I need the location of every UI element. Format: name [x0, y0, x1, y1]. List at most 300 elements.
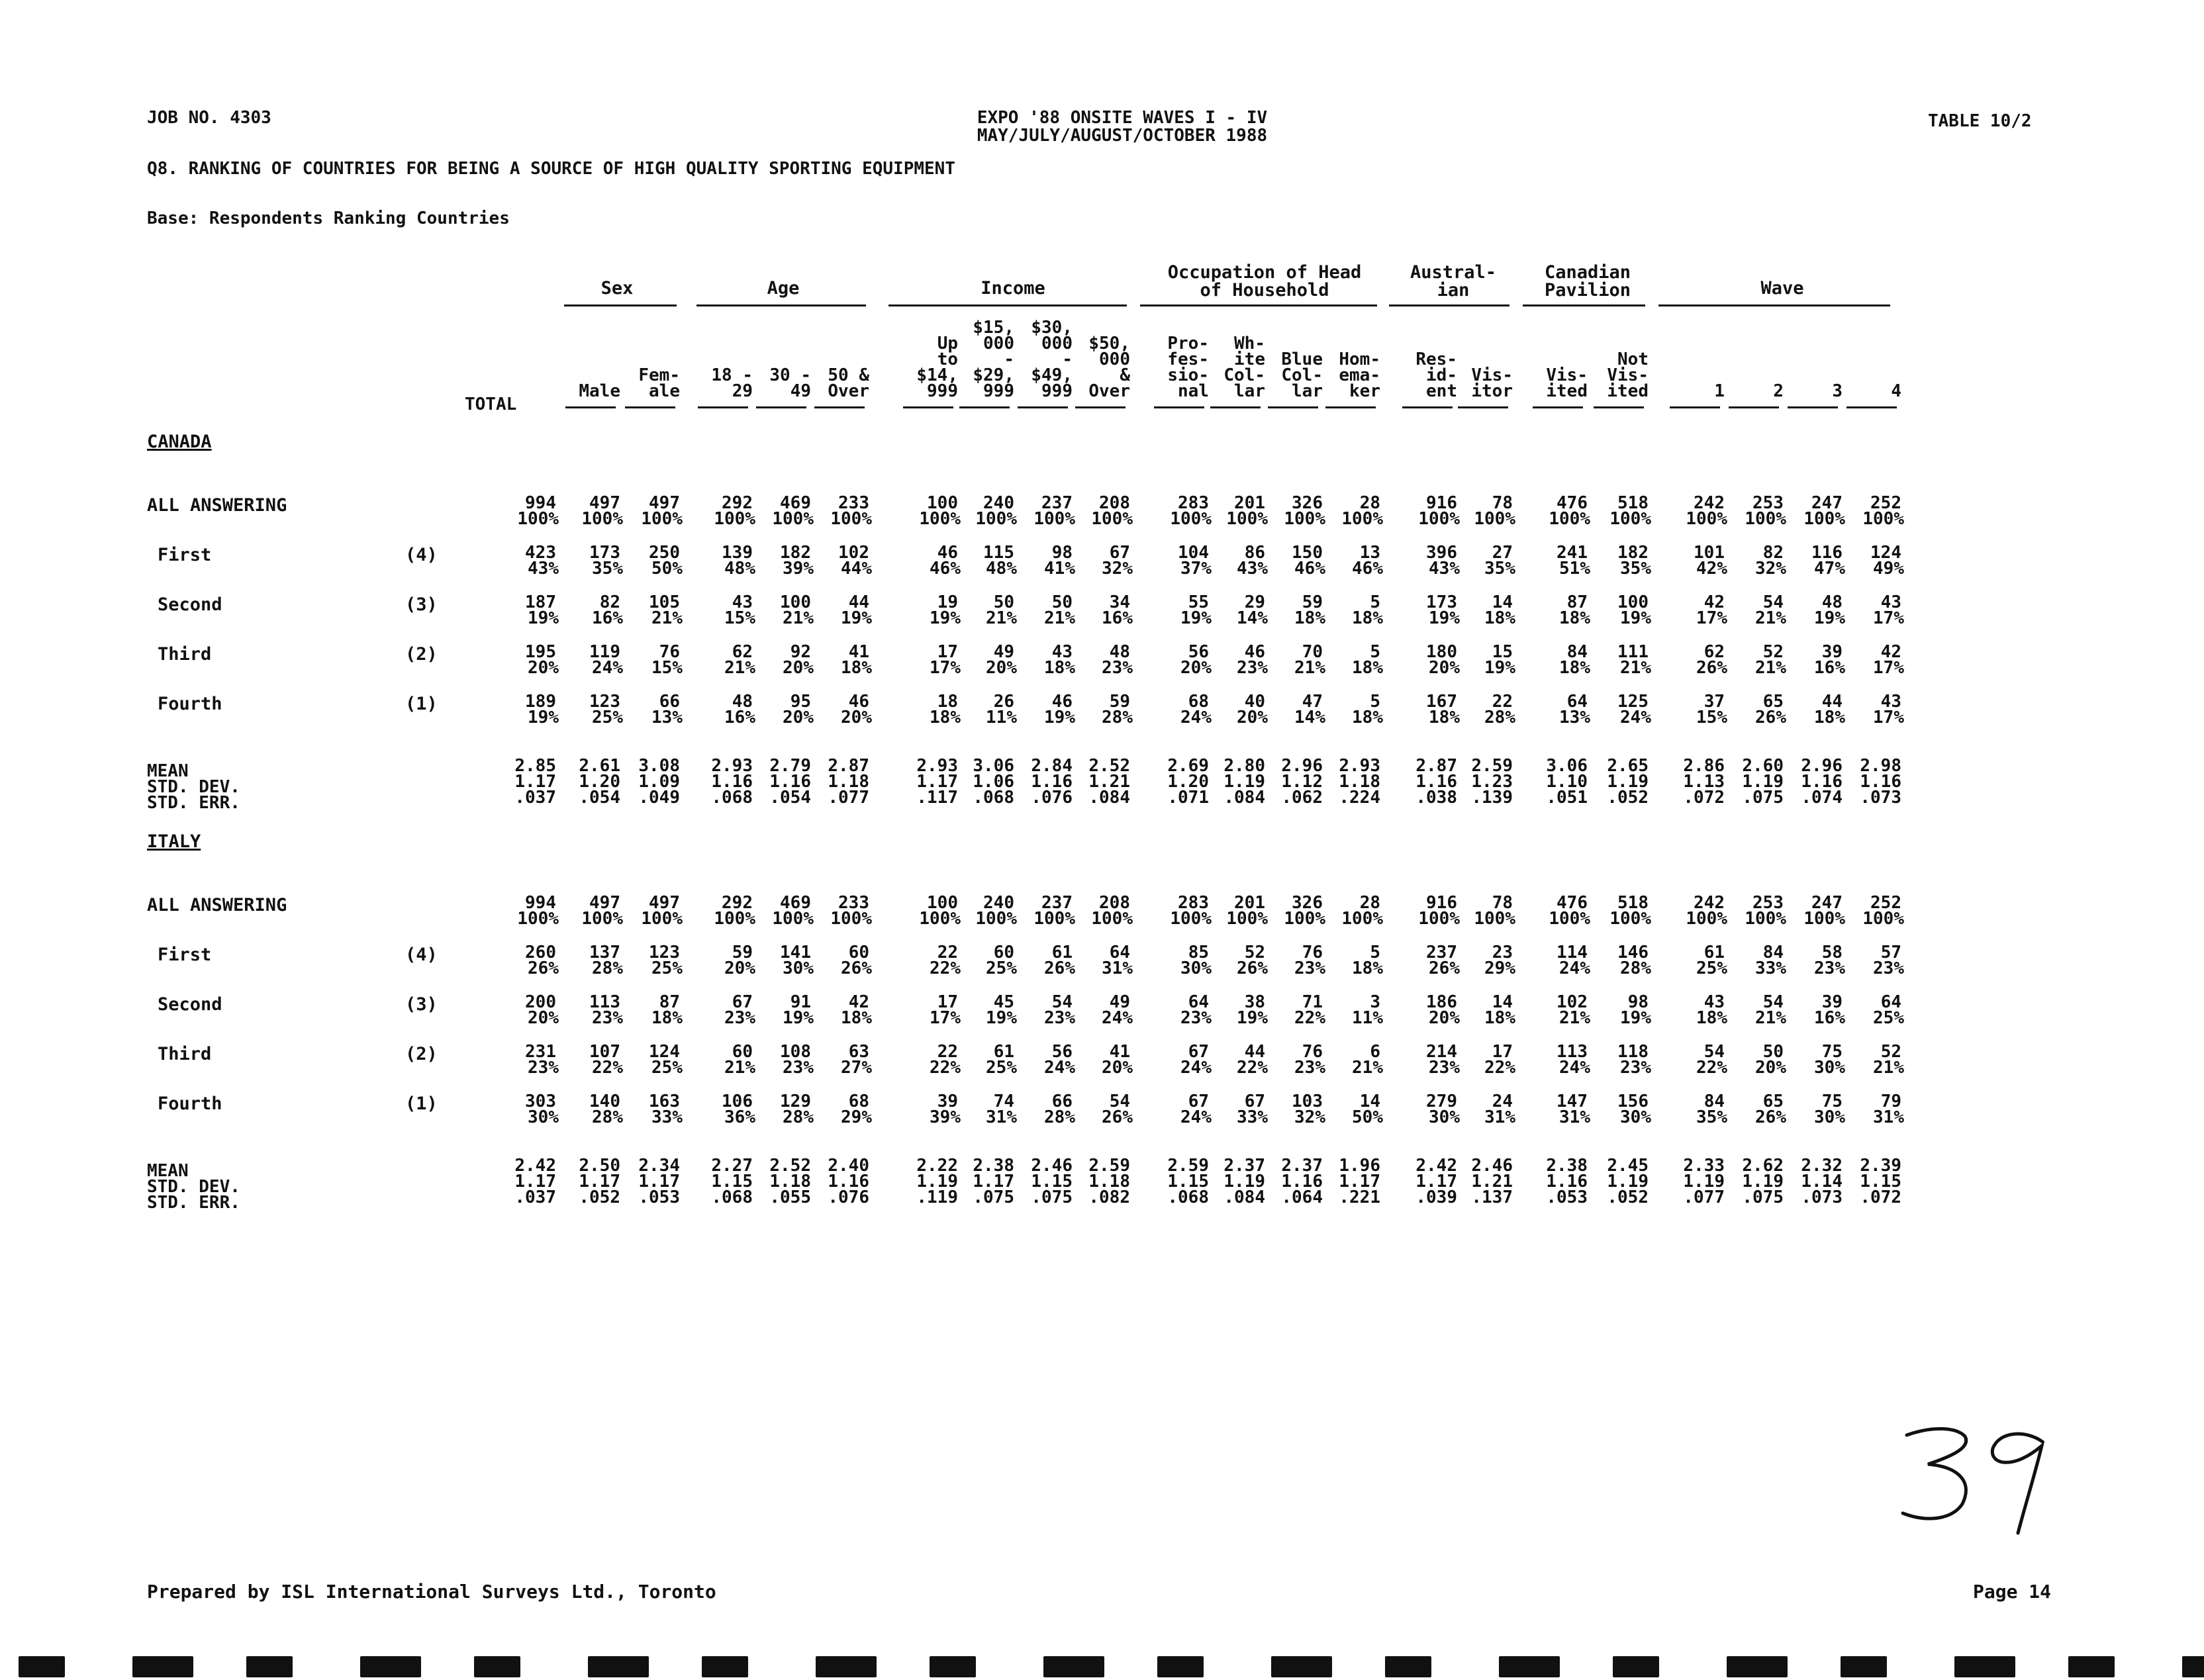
row-code: (4) [405, 545, 438, 565]
std-err-cell: .071 [1167, 788, 1209, 808]
std-err-cell: .064 [1281, 1188, 1323, 1207]
std-dev-cell: 1.17 [916, 772, 958, 792]
count-cell: 129 [780, 1092, 811, 1111]
count-cell: 43 [732, 592, 753, 612]
percent-cell: 20% [1429, 658, 1460, 678]
mean-cell: 2.96 [1281, 756, 1323, 776]
percent-cell: 26% [841, 958, 872, 978]
column-header: Not Vis- ited [1607, 350, 1649, 401]
percent-cell: 100% [1170, 909, 1212, 929]
percent-cell: 100% [1418, 509, 1460, 529]
percent-cell: 18% [1559, 658, 1590, 678]
std-err-cell: .068 [711, 788, 753, 808]
count-cell: 167 [1426, 692, 1457, 712]
std-dev-cell: 1.12 [1281, 772, 1323, 792]
count-cell: 13 [1359, 543, 1380, 563]
std-dev-cell: 1.10 [1546, 772, 1588, 792]
std-err-cell: .082 [1088, 1188, 1130, 1207]
count-cell: 100 [1617, 592, 1649, 612]
row-label: First [158, 545, 212, 565]
std-dev-cell: 1.16 [828, 1172, 869, 1191]
percent-cell: 23% [592, 1008, 623, 1028]
percent-cell: 48% [724, 559, 755, 579]
mean-cell: 2.87 [1415, 756, 1457, 776]
std-dev-cell: 1.19 [1607, 772, 1649, 792]
std-dev-cell: 1.18 [1088, 1172, 1130, 1191]
percent-cell: 100% [1474, 509, 1515, 529]
count-cell: 22 [937, 943, 958, 962]
percent-cell: 39% [783, 559, 814, 579]
percent-cell: 30% [528, 1107, 559, 1127]
column-header: 3 [1832, 381, 1843, 401]
std-err-cell: .119 [916, 1188, 958, 1207]
percent-cell: 18% [1559, 608, 1590, 628]
mean-cell: 2.59 [1088, 1156, 1130, 1176]
count-cell: 156 [1617, 1092, 1649, 1111]
count-cell: 37 [1703, 692, 1725, 712]
percent-cell: 22% [930, 958, 961, 978]
percent-cell: 17% [1696, 608, 1727, 628]
count-cell: 59 [732, 943, 753, 962]
count-cell: 68 [848, 1092, 869, 1111]
percent-cell: 16% [592, 608, 623, 628]
count-cell: 260 [525, 943, 556, 962]
count-cell: 137 [589, 943, 620, 962]
scan-strip-block [702, 1656, 748, 1677]
std-dev-cell: 1.17 [1339, 1172, 1380, 1191]
count-cell: 52 [1762, 642, 1784, 662]
std-dev-cell: 1.16 [1031, 772, 1073, 792]
percent-cell: 43% [1237, 559, 1268, 579]
count-cell: 103 [1292, 1092, 1323, 1111]
count-cell: 49 [993, 642, 1014, 662]
percent-cell: 18% [1044, 658, 1075, 678]
count-cell: 54 [1703, 1042, 1725, 1062]
count-cell: 63 [848, 1042, 869, 1062]
count-cell: 102 [838, 543, 869, 563]
std-err-cell: .053 [638, 1188, 680, 1207]
percent-cell: 21% [783, 608, 814, 628]
column-group-label: Wave [1760, 278, 1804, 299]
percent-cell: 25% [592, 708, 623, 727]
column-header: 1 [1714, 381, 1725, 401]
percent-cell: 100% [975, 509, 1017, 529]
std-dev-cell: 1.06 [973, 772, 1014, 792]
count-cell: 247 [1811, 493, 1843, 513]
percent-cell: 50% [1352, 1107, 1383, 1127]
percent-cell: 13% [1559, 708, 1590, 727]
count-cell: 67 [1244, 1092, 1265, 1111]
count-cell: 252 [1870, 493, 1901, 513]
percent-cell: 43% [1429, 559, 1460, 579]
column-header-rule [1729, 406, 1779, 408]
count-cell: 60 [732, 1042, 753, 1062]
column-header-rule [1846, 406, 1897, 408]
count-cell: 82 [1762, 543, 1784, 563]
column-header: Male [579, 381, 620, 401]
count-cell: 100 [927, 893, 958, 913]
percent-cell: 19% [1044, 708, 1075, 727]
percent-cell: 20% [1755, 1058, 1786, 1078]
count-cell: 242 [1694, 493, 1725, 513]
count-cell: 102 [1557, 992, 1588, 1012]
count-cell: 279 [1426, 1092, 1457, 1111]
count-cell: 41 [848, 642, 869, 662]
count-cell: 27 [1492, 543, 1513, 563]
percent-cell: 30% [1180, 958, 1212, 978]
count-cell: 64 [1880, 992, 1901, 1012]
percent-cell: 23% [528, 1058, 559, 1078]
question-text: Q8. RANKING OF COUNTRIES FOR BEING A SOURCE OF HIGH QUALITY SPORTING EQUIPMENT [147, 159, 955, 179]
percent-cell: 17% [1873, 658, 1904, 678]
count-cell: 518 [1617, 493, 1649, 513]
count-cell: 71 [1302, 992, 1323, 1012]
percent-cell: 30% [1429, 1107, 1460, 1127]
percent-cell: 100% [1862, 909, 1904, 929]
count-cell: 22 [937, 1042, 958, 1062]
count-cell: 17 [1492, 1042, 1513, 1062]
scan-border-strip [0, 1652, 2204, 1680]
percent-cell: 39% [930, 1107, 961, 1127]
percent-cell: 48% [986, 559, 1017, 579]
count-cell: 116 [1811, 543, 1843, 563]
column-header-rule [1670, 406, 1720, 408]
count-cell: 231 [525, 1042, 556, 1062]
percent-cell: 100% [1862, 509, 1904, 529]
mean-cell: 3.08 [638, 756, 680, 776]
count-cell: 86 [1244, 543, 1265, 563]
count-cell: 46 [1244, 642, 1265, 662]
mean-cell: 2.85 [514, 756, 556, 776]
percent-cell: 46% [1352, 559, 1383, 579]
scan-strip-block [930, 1656, 976, 1677]
count-cell: 247 [1811, 893, 1843, 913]
count-cell: 303 [525, 1092, 556, 1111]
std-err-cell: .075 [1742, 1188, 1784, 1207]
mean-cell: 2.40 [828, 1156, 869, 1176]
mean-cell: 2.80 [1223, 756, 1265, 776]
percent-cell: 31% [1559, 1107, 1590, 1127]
percent-cell: 100% [714, 509, 755, 529]
count-cell: 45 [993, 992, 1014, 1012]
scan-strip-block [246, 1656, 293, 1677]
count-cell: 497 [589, 493, 620, 513]
percent-cell: 23% [1237, 658, 1268, 678]
percent-cell: 24% [1180, 1107, 1212, 1127]
count-cell: 5 [1370, 642, 1380, 662]
percent-cell: 27% [841, 1058, 872, 1078]
count-cell: 85 [1188, 943, 1209, 962]
percent-cell: 100% [581, 509, 623, 529]
column-header: Res- id- ent [1415, 350, 1457, 401]
count-cell: 326 [1292, 893, 1323, 913]
percent-cell: 20% [783, 658, 814, 678]
row-code: (1) [405, 1094, 438, 1114]
percent-cell: 46% [1294, 559, 1325, 579]
count-cell: 14 [1492, 992, 1513, 1012]
std-dev-cell: 1.14 [1801, 1172, 1843, 1191]
count-cell: 123 [649, 943, 680, 962]
percent-cell: 29% [841, 1107, 872, 1127]
count-cell: 15 [1492, 642, 1513, 662]
scan-strip-block [1499, 1656, 1560, 1677]
percent-cell: 23% [724, 1008, 755, 1028]
report-title-line1: EXPO '88 ONSITE WAVES I - IV [977, 108, 1268, 128]
count-cell: 201 [1234, 493, 1265, 513]
count-cell: 292 [722, 893, 753, 913]
percent-cell: 31% [1484, 1107, 1515, 1127]
count-cell: 43 [1703, 992, 1725, 1012]
std-err-cell: .037 [514, 788, 556, 808]
percent-cell: 35% [1484, 559, 1515, 579]
count-cell: 326 [1292, 493, 1323, 513]
std-dev-cell: 1.17 [638, 1172, 680, 1191]
column-header: 2 [1773, 381, 1784, 401]
count-cell: 55 [1188, 592, 1209, 612]
column-group-label: Austral- ian [1410, 262, 1497, 301]
count-cell: 5 [1370, 692, 1380, 712]
count-cell: 14 [1359, 1092, 1380, 1111]
std-dev-cell: 1.15 [711, 1172, 753, 1191]
count-cell: 119 [589, 642, 620, 662]
column-header-rule [565, 406, 616, 408]
percent-cell: 49% [1873, 559, 1904, 579]
percent-cell: 25% [1873, 1008, 1904, 1028]
mean-cell: 2.86 [1683, 756, 1725, 776]
std-err-cell: .084 [1223, 1188, 1265, 1207]
count-cell: 75 [1821, 1042, 1843, 1062]
percent-cell: 25% [1696, 958, 1727, 978]
column-group-label: Income [981, 278, 1045, 299]
count-cell: 56 [1188, 642, 1209, 662]
std-err-cell: .072 [1860, 1188, 1901, 1207]
column-header: Blue Col- lar [1281, 350, 1323, 401]
std-dev-cell: 1.09 [638, 772, 680, 792]
std-err-cell: .074 [1801, 788, 1843, 808]
percent-cell: 29% [1484, 958, 1515, 978]
std-dev-cell: 1.15 [1860, 1172, 1901, 1191]
scan-strip-block [588, 1656, 649, 1677]
count-cell: 62 [1703, 642, 1725, 662]
column-header: $15, 000 - $29, 999 [973, 318, 1014, 401]
count-cell: 56 [1051, 1042, 1073, 1062]
percent-cell: 18% [651, 1008, 683, 1028]
row-label: Second [158, 594, 222, 615]
std-err-cell: .068 [1167, 1188, 1209, 1207]
scan-strip-block [816, 1656, 877, 1677]
mean-cell: 2.93 [916, 756, 958, 776]
report-title-line2: MAY/JULY/AUGUST/OCTOBER 1988 [977, 126, 1268, 146]
percent-cell: 21% [1755, 658, 1786, 678]
count-cell: 98 [1627, 992, 1649, 1012]
std-dev-cell: 1.16 [1860, 772, 1901, 792]
count-cell: 101 [1694, 543, 1725, 563]
percent-cell: 28% [1102, 708, 1133, 727]
count-cell: 43 [1880, 592, 1901, 612]
percent-cell: 31% [1102, 958, 1133, 978]
count-cell: 469 [780, 493, 811, 513]
scan-strip-block [1727, 1656, 1788, 1677]
std-err-cell: .073 [1860, 788, 1901, 808]
scan-strip-block [360, 1656, 421, 1677]
count-cell: 42 [1880, 642, 1901, 662]
count-cell: 54 [1762, 592, 1784, 612]
count-cell: 233 [838, 893, 869, 913]
percent-cell: 20% [783, 708, 814, 727]
percent-cell: 21% [1620, 658, 1651, 678]
scan-strip-block [1385, 1656, 1431, 1677]
std-err-cell: .052 [579, 1188, 620, 1207]
column-header-rule [903, 406, 953, 408]
count-cell: 214 [1426, 1042, 1457, 1062]
column-header-rule [1533, 406, 1583, 408]
percent-cell: 28% [592, 958, 623, 978]
percent-cell: 100% [1341, 909, 1383, 929]
count-cell: 46 [1051, 692, 1073, 712]
percent-cell: 21% [1294, 658, 1325, 678]
percent-cell: 25% [986, 958, 1017, 978]
count-cell: 994 [525, 493, 556, 513]
percent-cell: 35% [1696, 1107, 1727, 1127]
row-code: (1) [405, 694, 438, 714]
count-cell: 113 [1557, 1042, 1588, 1062]
std-err-cell: .137 [1471, 1188, 1513, 1207]
mean-cell: 2.60 [1742, 756, 1784, 776]
percent-cell: 16% [1814, 658, 1845, 678]
count-cell: 98 [1051, 543, 1073, 563]
percent-cell: 23% [1180, 1008, 1212, 1028]
scan-strip-block [2068, 1656, 2115, 1677]
column-header-rule [1788, 406, 1838, 408]
count-cell: 237 [1041, 493, 1073, 513]
std-err-cell: .039 [1415, 1188, 1457, 1207]
std-err-cell: .052 [1607, 788, 1649, 808]
column-header-rule [1268, 406, 1318, 408]
column-header-rule [1458, 406, 1508, 408]
count-cell: 52 [1244, 943, 1265, 962]
mean-cell: 2.33 [1683, 1156, 1725, 1176]
percent-cell: 21% [1352, 1058, 1383, 1078]
percent-cell: 30% [1814, 1107, 1845, 1127]
percent-cell: 26% [1429, 958, 1460, 978]
row-label: First [158, 945, 212, 965]
percent-cell: 100% [1033, 509, 1075, 529]
percent-cell: 100% [1549, 509, 1590, 529]
column-header: 18 - 29 [711, 365, 753, 401]
column-header: Vis- itor [1471, 365, 1513, 401]
percent-cell: 11% [986, 708, 1017, 727]
percent-cell: 20% [528, 1008, 559, 1028]
percent-cell: 22% [1294, 1008, 1325, 1028]
percent-cell: 16% [1814, 1008, 1845, 1028]
prepared-by: Prepared by ISL International Surveys Ltd., Toronto [147, 1581, 716, 1603]
percent-cell: 100% [1226, 909, 1268, 929]
count-cell: 497 [589, 893, 620, 913]
percent-cell: 100% [581, 909, 623, 929]
std-err-cell: .224 [1339, 788, 1380, 808]
column-header-rule [1154, 406, 1204, 408]
percent-cell: 35% [592, 559, 623, 579]
count-cell: 253 [1752, 493, 1784, 513]
count-cell: 84 [1566, 642, 1588, 662]
percent-cell: 19% [1484, 658, 1515, 678]
percent-cell: 22% [592, 1058, 623, 1078]
std-dev-cell: 1.19 [1223, 772, 1265, 792]
count-cell: 115 [983, 543, 1014, 563]
mean-cell: 3.06 [973, 756, 1014, 776]
scan-strip-block [1157, 1656, 1204, 1677]
count-cell: 59 [1109, 692, 1130, 712]
count-cell: 64 [1566, 692, 1588, 712]
count-cell: 916 [1426, 493, 1457, 513]
count-cell: 46 [937, 543, 958, 563]
count-cell: 124 [649, 1042, 680, 1062]
count-cell: 34 [1109, 592, 1130, 612]
count-cell: 476 [1557, 493, 1588, 513]
count-cell: 84 [1762, 943, 1784, 962]
count-cell: 186 [1426, 992, 1457, 1012]
column-header-rule [756, 406, 806, 408]
column-header: Wh- ite Col- lar [1223, 334, 1265, 401]
percent-cell: 31% [1873, 1107, 1904, 1127]
count-cell: 252 [1870, 893, 1901, 913]
count-cell: 58 [1821, 943, 1843, 962]
percent-cell: 32% [1102, 559, 1133, 579]
percent-cell: 21% [724, 1058, 755, 1078]
count-cell: 173 [1426, 592, 1457, 612]
count-cell: 23 [1492, 943, 1513, 962]
count-cell: 47 [1302, 692, 1323, 712]
percent-cell: 17% [1873, 708, 1904, 727]
mean-cell: 2.61 [579, 756, 620, 776]
count-cell: 54 [1051, 992, 1073, 1012]
percent-cell: 16% [724, 708, 755, 727]
row-label: Fourth [158, 694, 222, 714]
percent-cell: 14% [1294, 708, 1325, 727]
percent-cell: 32% [1294, 1107, 1325, 1127]
std-dev-cell: 1.16 [1281, 1172, 1323, 1191]
count-cell: 189 [525, 692, 556, 712]
count-cell: 95 [790, 692, 811, 712]
count-cell: 61 [993, 1042, 1014, 1062]
mean-cell: 2.39 [1860, 1156, 1901, 1176]
percent-cell: 19% [1429, 608, 1460, 628]
percent-cell: 26% [1696, 658, 1727, 678]
row-label: Second [158, 994, 222, 1015]
std-dev-cell: 1.21 [1088, 772, 1130, 792]
percent-cell: 20% [528, 658, 559, 678]
mean-cell: 2.52 [1088, 756, 1130, 776]
count-cell: 75 [1821, 1092, 1843, 1111]
percent-cell: 33% [1755, 958, 1786, 978]
count-cell: 173 [589, 543, 620, 563]
std-dev-cell: 1.16 [1546, 1172, 1588, 1191]
percent-cell: 20% [1237, 708, 1268, 727]
percent-cell: 28% [783, 1107, 814, 1127]
count-cell: 82 [599, 592, 620, 612]
count-cell: 42 [848, 992, 869, 1012]
percent-cell: 19% [1620, 1008, 1651, 1028]
count-cell: 39 [1821, 642, 1843, 662]
percent-cell: 100% [1803, 909, 1845, 929]
std-dev-cell: 1.17 [1415, 1172, 1457, 1191]
mean-cell: 2.59 [1471, 756, 1513, 776]
percent-cell: 47% [1814, 559, 1845, 579]
percent-cell: 21% [724, 658, 755, 678]
percent-cell: 26% [1755, 1107, 1786, 1127]
percent-cell: 19% [986, 1008, 1017, 1028]
std-dev-cell: 1.18 [769, 1172, 811, 1191]
